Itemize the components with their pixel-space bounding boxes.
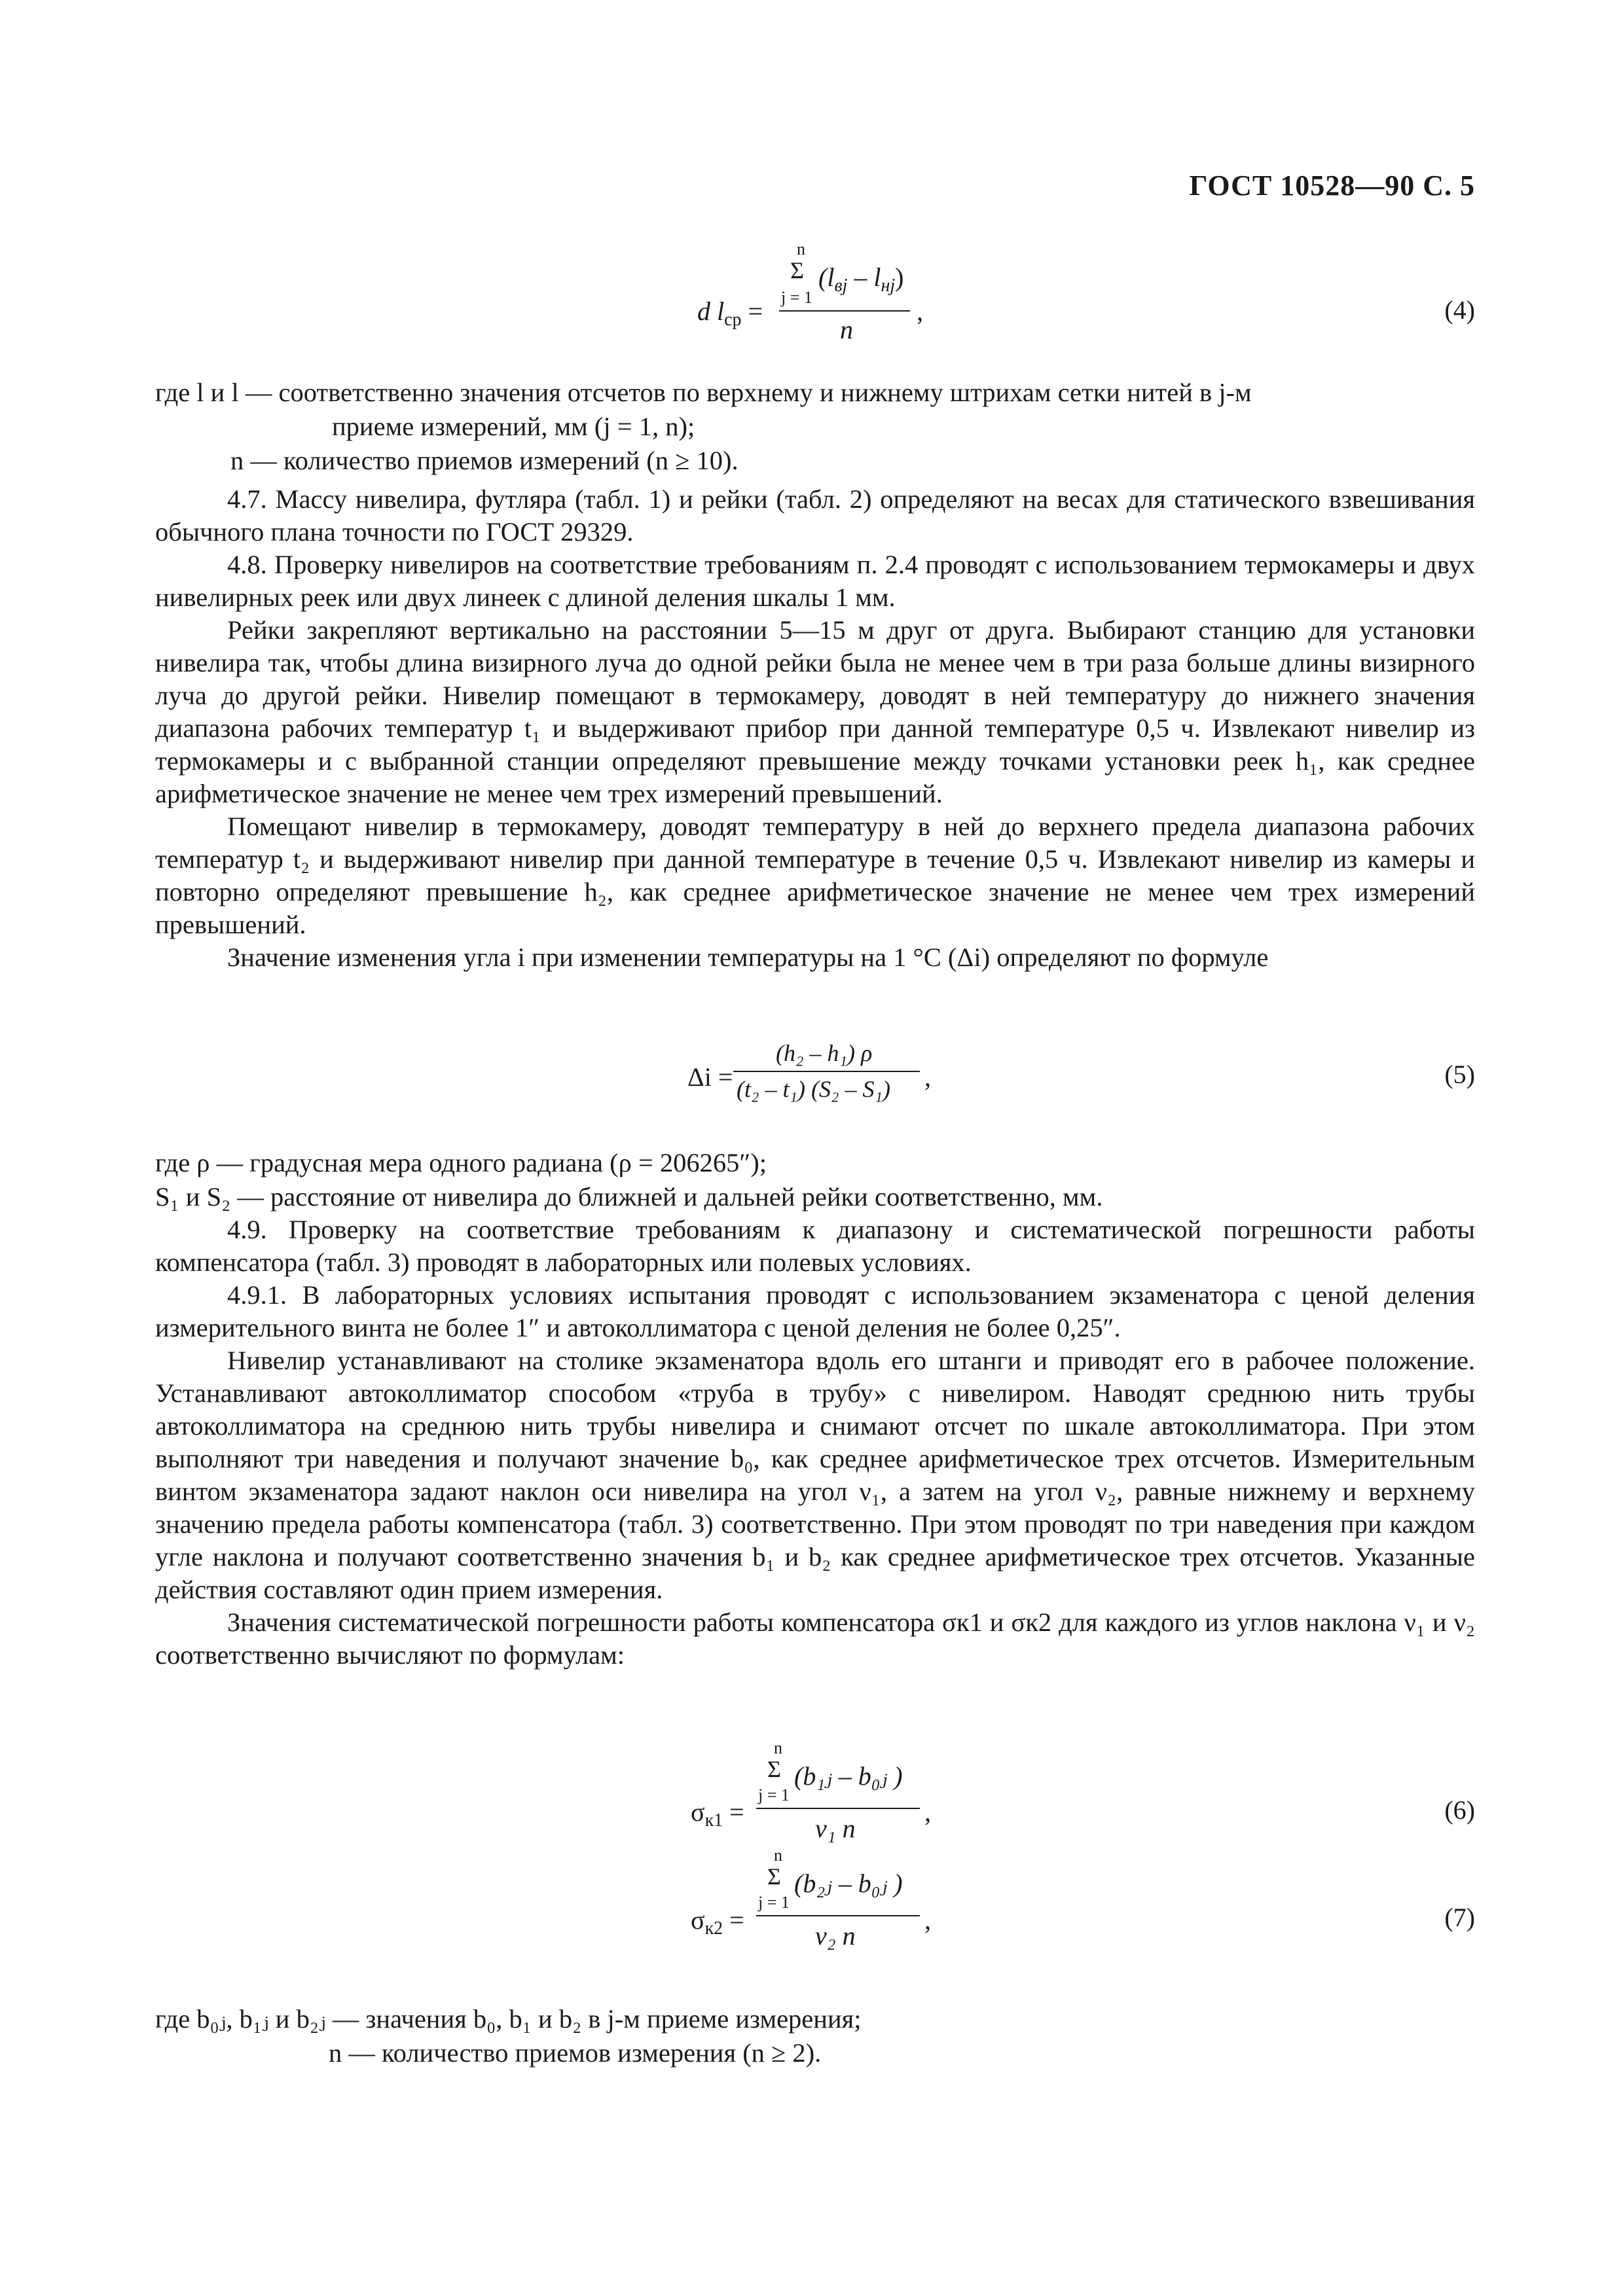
formula-7-lhs: $\sigma_{к2}$ = xyxy=(691,1905,744,1939)
formula-5-number: (5) xyxy=(1444,1060,1475,1089)
formula-6-numerator: (b₁ⱼ – b₀ⱼ ) xyxy=(794,1761,903,1791)
formula-4-comma: , xyxy=(917,296,923,326)
where-2-line-1: где ρ — градусная мера одного радиана (ρ = 206265″); xyxy=(155,1148,767,1177)
text-block-2 xyxy=(155,1213,1475,1672)
paragraph-4-9-1-formula-intro: Значения систематической погрешности работы компенсатора σк1 и σк2 для каждого из углов наклона ν₁ и ν₂ соответственно вычисляют по формулам: xyxy=(155,1607,1475,1670)
formula-7-sum: Σ xyxy=(767,1863,781,1890)
formula-4-sum-bottom: j = 1 xyxy=(781,288,812,307)
formula-7-sum-top: n xyxy=(774,1846,782,1865)
where-1-line-1: где l и l — соответственно значения отсчетов по верхнему и нижнему штрихам сетки нитей в j-м xyxy=(155,378,1252,407)
paragraph-4-8-repeat: Помещают нивелир в термокамеру, доводят температуру в ней до верхнего предела диапазона рабочих температур t₂ и выдерживают нивелир при данной температуре в течение 0,5 ч. Извлекают нивелир из камеры и повторно определяют превышение h₂, как среднее арифметическое значение не менее чем трех измерений превышений. xyxy=(155,812,1475,939)
formula-7-denominator: ν₂ n xyxy=(815,1921,856,1950)
formula-7-comma: , xyxy=(924,1905,931,1935)
formula-6-fraction-bar xyxy=(756,1808,920,1809)
formula-6-sum-top: n xyxy=(774,1738,782,1757)
formula-7-fraction-bar xyxy=(756,1915,920,1916)
formula-6-sum-bottom: j = 1 xyxy=(758,1785,790,1804)
formula-4-lhs: d $l_{ср}$ = xyxy=(697,296,763,330)
paragraph-4-9-1-procedure: Нивелир устанавливают на столике экзаменатора вдоль его штанги и приводят его в рабочее положение. Устанавливают автоколлиматор способом «труба в трубу» с нивелиром. Наводят среднюю нить трубы автоколлиматора на среднюю нить трубы нивелира и снимают отсчет по шкале автоколлиматора. При этом выполняют три наведения и получают значение b₀, как среднее арифметическое трех отсчетов. Измерительным винтом экзаменатора задают наклон оси нивелира на угол ν₁, а затем на угол ν₂, равные нижнему и верхнему значению предела работы компенсатора (табл. 3) соответственно. При этом проводят по три наведения при каждом угле наклона и получают соответственно значения b₁ и b₂ как среднее арифметическое трех отсчетов. Указанные действия составляют один прием измерения. xyxy=(155,1346,1475,1604)
formula-5-denominator: (t₂ – t₁) (S₂ – S₁) xyxy=(737,1076,891,1102)
where-2-line-2: S₁ и S₂ — расстояние от нивелира до ближней и дальней рейки соответственно, мм. xyxy=(155,1182,1103,1211)
formula-5-fraction-bar xyxy=(733,1071,920,1072)
where-3-line-2: n — количество приемов измерения (n ≥ 2). xyxy=(329,2038,822,2068)
formula-4-sum: Σ xyxy=(790,257,804,283)
formula-4-numerator: $(l_{вj} - l_{нj})$ xyxy=(818,262,904,296)
formula-4-sum-top: n xyxy=(797,240,805,259)
formula-6-lhs: $\sigma_{к1}$ = xyxy=(691,1797,744,1831)
formula-7-sum-bottom: j = 1 xyxy=(758,1893,790,1912)
formula-6-number: (6) xyxy=(1444,1795,1475,1825)
page-header: ГОСТ 10528—90 С. 5 xyxy=(1189,170,1475,202)
formula-4-denominator: n xyxy=(840,315,853,344)
formula-7-number: (7) xyxy=(1444,1903,1475,1932)
formula-4-number: (4) xyxy=(1444,295,1475,325)
paragraph-4-9-1: 4.9.1. В лабораторных условиях испытания проводят с использованием экзаменатора с ценой деления измерительного винта не более 1″ и автоколлиматора с ценой деления не более 0,25″. xyxy=(155,1280,1475,1342)
formula-5-comma: , xyxy=(924,1062,931,1092)
where-1-line-2: приеме измерений, мм (j = 1, n); xyxy=(332,412,695,441)
formula-5-numerator: (h₂ – h₁) ρ xyxy=(776,1040,873,1066)
text-block-1 xyxy=(155,483,1475,974)
paragraph-4-8-racks: Рейки закрепляют вертикально на расстоянии 5—15 м друг от друга. Выбирают станцию для установки нивелира так, чтобы длина визирного луча до одной рейки была не менее чем в три раза больше длины визирного луча до другой рейки. Нивелир помещают в термокамеру, доводят в ней температуру до нижнего значения диапазона рабочих температур t₁ и выдерживают прибор при данной температуре 0,5 ч. Извлекают нивелир из термокамеры и с выбранной станции определяют превышение между точками установки реек h₁, как среднее арифметическое значение не менее чем трех измерений превышений. xyxy=(155,615,1475,808)
paragraph-4-8-formula-intro: Значение изменения угла i при изменении температуры на 1 °С (Δi) определяют по формуле xyxy=(227,942,1269,972)
formula-6-denominator: ν₁ n xyxy=(815,1814,856,1843)
paragraph-4-8: 4.8. Проверку нивелиров на соответствие требованиям п. 2.4 проводят с использованием термокамеры и двух нивелирных реек или двух линеек с длиной деления шкалы 1 мм. xyxy=(155,550,1475,612)
formula-7-numerator: (b₂ⱼ – b₀ⱼ ) xyxy=(794,1869,903,1898)
formula-5-lhs: Δi = xyxy=(687,1062,733,1092)
formula-4-fraction-bar xyxy=(779,310,910,312)
where-1-line-3: n — количество приемов измерений (n ≥ 10). xyxy=(230,446,739,475)
formula-6-sum: Σ xyxy=(767,1756,781,1782)
paragraph-4-9: 4.9. Проверку на соответствие требованиям к диапазону и систематической погрешности работы компенсатора (табл. 3) проводят в лабораторных или полевых условиях. xyxy=(155,1215,1475,1277)
where-3-line-1: где b₀ⱼ, b₁ⱼ и b₂ⱼ — значения b₀, b₁ и b₂ в j-м приеме измерения; xyxy=(155,2004,862,2034)
paragraph-4-7: 4.7. Массу нивелира, футляра (табл. 1) и рейки (табл. 2) определяют на весах для статического взвешивания обычного плана точности по ГОСТ 29329. xyxy=(155,484,1475,547)
formula-6-comma: , xyxy=(924,1797,931,1827)
